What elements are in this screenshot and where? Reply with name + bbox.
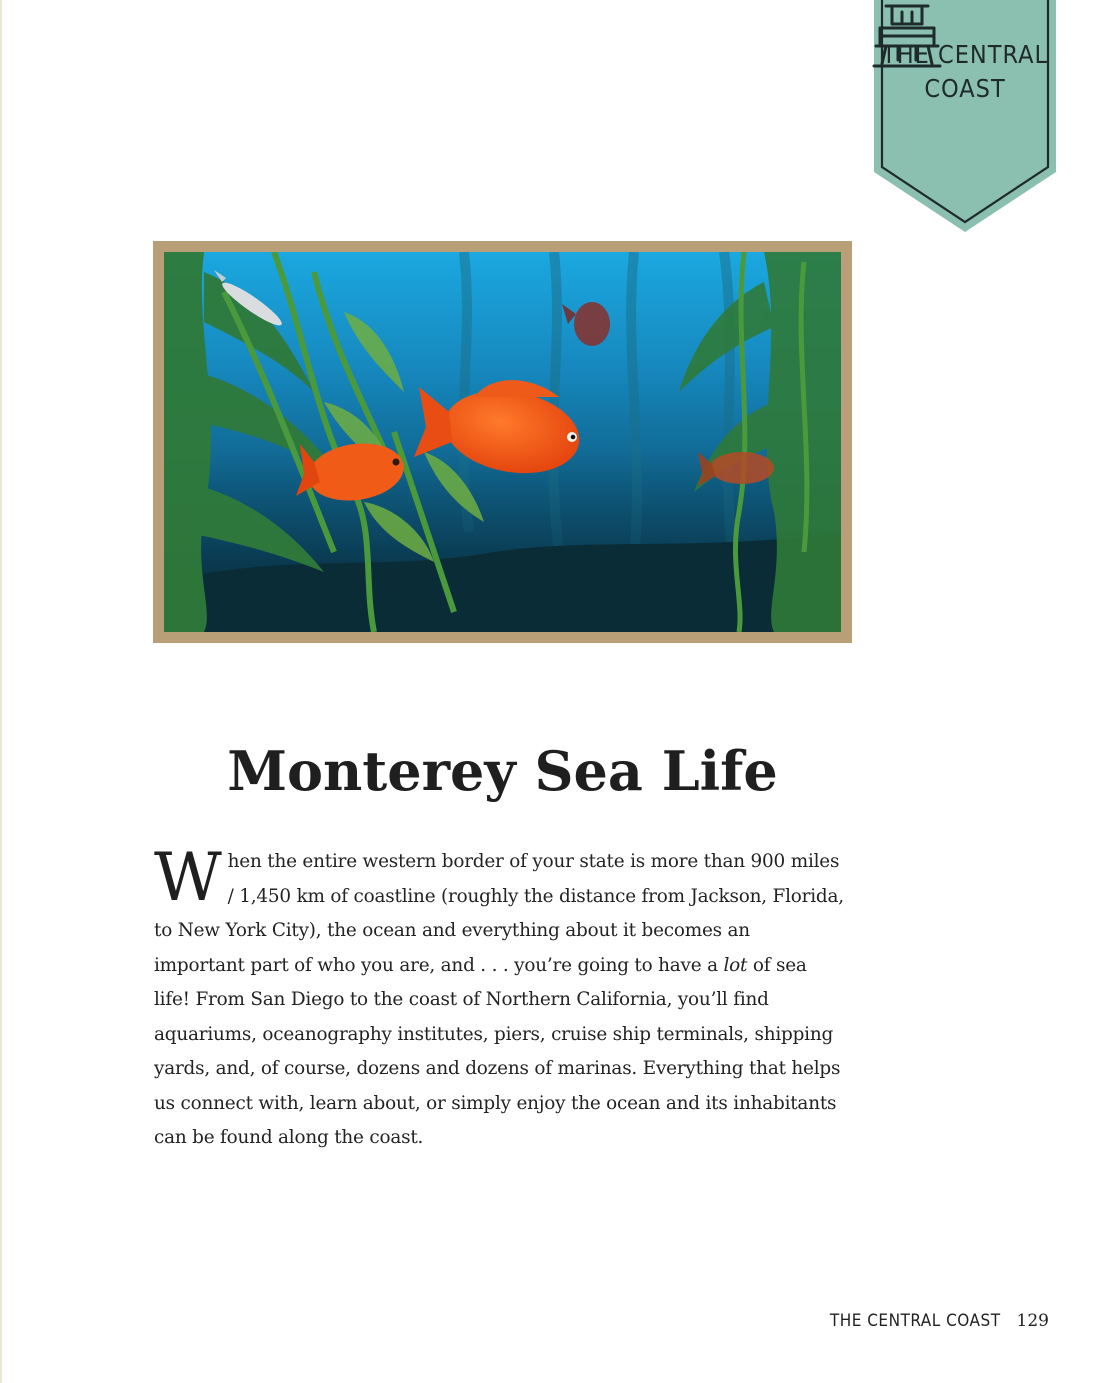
page-number: 129: [1016, 1311, 1049, 1331]
article-body: [154, 839, 844, 1156]
body-text-part-2: of sea life! From San Diego to the coast of Northern California, you’ll find aquariums, oceanography institutes, piers, cruise ship terminals, shipping yards, and, of course, dozens and dozens of marinas. Everything that helps us connect with, learn about, or simply enjoy the ocean and its inhabitants can be found along the coast.: [154, 954, 841, 1148]
footer-section-name: THE CENTRAL COAST: [829, 1311, 1001, 1331]
drop-cap: W: [154, 839, 222, 916]
pennant-title: THE CENTRAL COAST: [882, 40, 1048, 103]
article-title: Monterey Sea Life: [227, 739, 778, 803]
page-edge-rule: [0, 0, 2, 1383]
body-italic: lot: [723, 954, 748, 976]
body-text-part-1: hen the entire western border of your state is more than 900 miles / 1,450 km of coastline (roughly the distance from Jackson, Florida, to New York City), the ocean and everything about it becomes an important part of who you are, and . . . you’re going to have a: [154, 851, 844, 976]
page-footer: [830, 1306, 1049, 1336]
garibaldi-fish-far: [562, 302, 610, 346]
photo-frame: [153, 241, 852, 643]
kelp-forest-photo: [164, 252, 841, 632]
section-pennant: [872, 0, 1058, 234]
boardwalk-stand-icon: [872, 0, 942, 72]
